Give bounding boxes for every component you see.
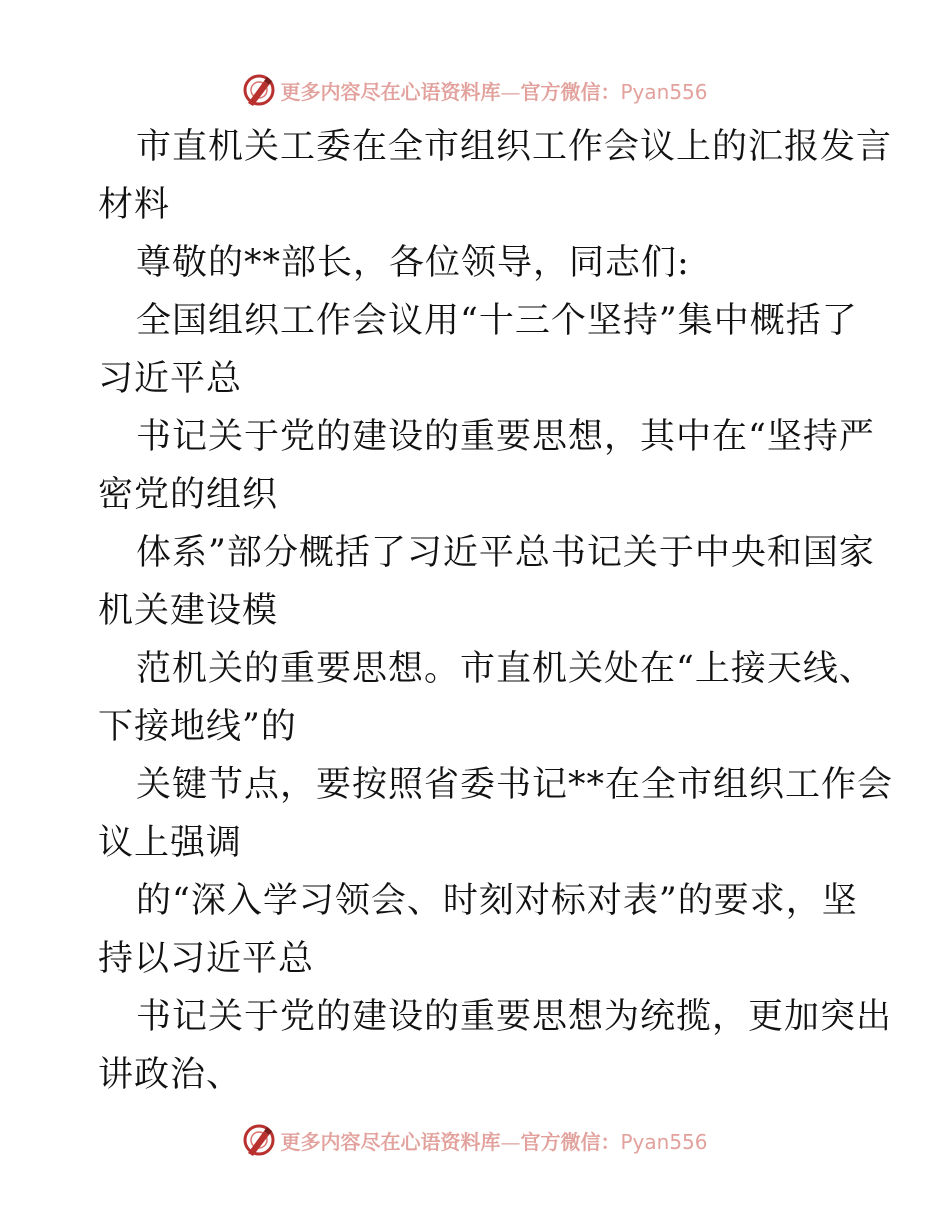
footer-watermark [0, 1120, 950, 1160]
pen-circle-logo-icon [242, 1123, 276, 1157]
document-body [98, 118, 894, 1104]
doc-line-12: 关键节点，要按照省委书记**在全市组织工作会 [136, 765, 894, 805]
doc-line-17: 讲政治、 [98, 1055, 243, 1095]
doc-line-8: 体系”部分概括了习近平总书记关于中央和国家 [136, 533, 875, 573]
doc-line-7: 密党的组织 [98, 475, 279, 515]
footer-brand-text: 更多内容尽在心语资料库—官方微信：Pyan556 [280, 1129, 708, 1154]
doc-line-14: 的“深入学习领会、时刻对标对表”的要求，坚 [136, 881, 858, 921]
doc-line-13: 议上强调 [98, 823, 243, 863]
doc-line-5: 习近平总 [98, 359, 243, 399]
doc-line-16: 书记关于党的建设的重要思想为统揽，更加突出 [136, 997, 893, 1037]
doc-line-10: 范机关的重要思想。市直机关处在“上接天线、 [136, 649, 875, 689]
doc-line-15: 持以习近平总 [98, 939, 315, 979]
doc-line-1: 市直机关工委在全市组织工作会议上的汇报发言 [136, 127, 893, 167]
doc-line-9: 机关建设模 [98, 591, 279, 631]
header-watermark [0, 70, 950, 110]
doc-line-4: 全国组织工作会议用“十三个坚持”集中概括了 [136, 301, 858, 341]
doc-line-3: 尊敬的**部长，各位领导，同志们: [136, 243, 690, 283]
doc-line-11: 下接地线”的 [98, 707, 297, 747]
header-brand-text: 更多内容尽在心语资料库—官方微信：Pyan556 [280, 79, 708, 104]
pen-circle-logo-icon [242, 73, 276, 107]
doc-line-6: 书记关于党的建设的重要思想，其中在“坚持严 [136, 417, 875, 457]
doc-line-2: 材料 [98, 185, 171, 225]
